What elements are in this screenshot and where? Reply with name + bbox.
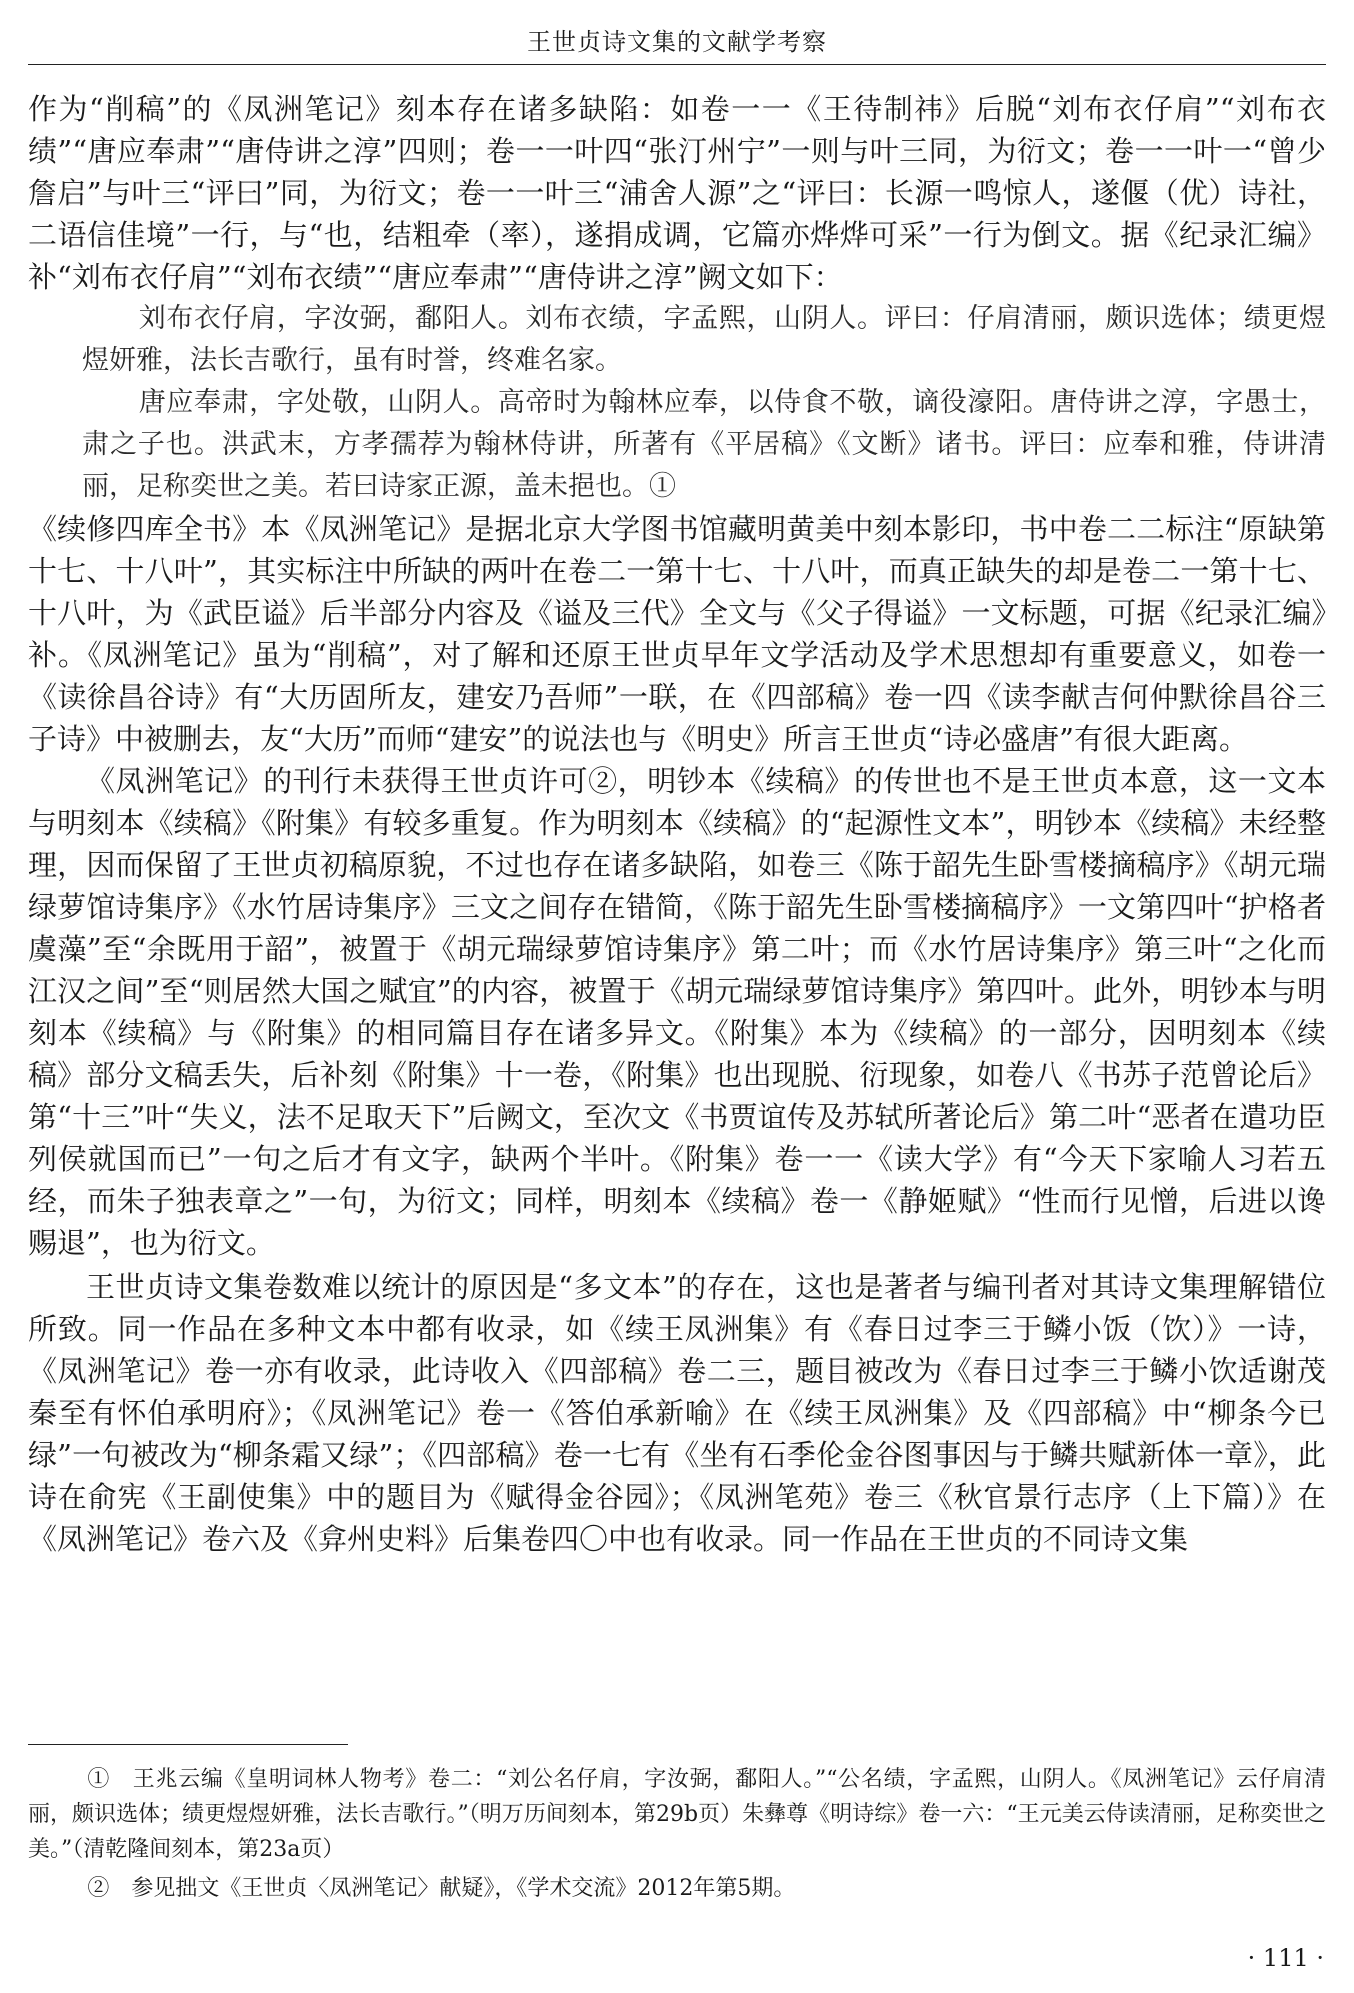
body-paragraph: 王世贞诗文集卷数难以统计的原因是“多文本”的存在，这也是著者与编刊者对其诗文集理解错位所致。同一作品在多种文本中都有收录，如《续王凤洲集》有《春日过李三于鳞小饭（饮）》一诗，《凤洲笔记》卷一亦有收录，此诗收入《四部稿》卷二三，题目被改为《春日过李三于鳞小饮适谢茂秦至有怀伯承明府》；《凤洲笔记》卷一《答伯承新喻》在《续王凤洲集》及《四部稿》中“柳条今已绿”一句被改为“柳条霜又绿”；《四部稿》卷一七有《坐有石季伦金谷图事因与于鳞共赋新体一章》，此诗在俞宪《王副使集》中的题目为《赋得金谷园》；《凤洲笔苑》卷三《秋官景行志序（上下篇）》在《凤洲笔记》卷六及《弇州史料》后集卷四〇中也有收录。同一作品在王世贞的不同诗文集 <box>28 1270 1326 1556</box>
footnote-1: ① 王兆云编《皇明词林人物考》卷二：“刘公名仔肩，字汝弼，鄱阳人。”“公名绩，字孟熙，山阴人。《凤洲笔记》云仔肩清丽，颇识选体；绩更煜煜妍雅，法长吉歌行。”（明万历间刻本，第29b页）朱彝尊《明诗综》卷一六：“王元美云侍读清丽，足称奕世之美。”（清乾隆间刻本，第23a页） <box>28 1767 1326 1862</box>
body-text <box>28 88 1326 1560</box>
body-paragraph: 《续修四库全书》本《凤洲笔记》是据北京大学图书馆藏明黄美中刻本影印，书中卷二二标注“原缺第十七、十八叶”，其实标注中所缺的两叶在卷二一第十七、十八叶，而真正缺失的却是卷二一第十七、十八叶，为《武臣谥》后半部分内容及《谥及三代》全文与《父子得谥》一文标题，可据《纪录汇编》补。《凤洲笔记》虽为“削稿”，对了解和还原王世贞早年文学活动及学术思想却有重要意义，如卷一《读徐昌谷诗》有“大历固所友，建安乃吾师”一联，在《四部稿》卷一四《读李献吉何仲默徐昌谷三子诗》中被删去，友“大历”而师“建安”的说法也与《明史》所言王世贞“诗必盛唐”有很大距离。 <box>28 512 1326 756</box>
body-paragraph: 《凤洲笔记》的刊行未获得王世贞许可②，明钞本《续稿》的传世也不是王世贞本意，这一文本与明刻本《续稿》《附集》有较多重复。作为明刻本《续稿》的“起源性文本”，明钞本《续稿》未经整理，因而保留了王世贞初稿原貌，不过也存在诸多缺陷，如卷三《陈于韶先生卧雪楼摘稿序》《胡元瑞绿萝馆诗集序》《水竹居诗集序》三文之间存在错简，《陈于韶先生卧雪楼摘稿序》一文第四叶“护格者虞藻”至“余既用于韶”，被置于《胡元瑞绿萝馆诗集序》第二叶；而《水竹居诗集序》第三叶“之化而江汉之间”至“则居然大国之赋宜”的内容，被置于《胡元瑞绿萝馆诗集序》第四叶。此外，明钞本与明刻本《续稿》与《附集》的相同篇目存在诸多异文。《附集》本为《续稿》的一部分，因明刻本《续稿》部分文稿丢失，后补刻《附集》十一卷，《附集》也出现脱、衍现象，如卷八《书苏子范曾论后》第“十三”叶“失义，法不足取天下”后阙文，至次文《书贾谊传及苏轼所著论后》第二叶“恶者在遣功臣列侯就国而已”一句之后才有文字，缺两个半叶。《附集》卷一一《读大学》有“今天下家喻人习若五经，而朱子独表章之”一句，为衍文；同样，明刻本《续稿》卷一《静姬赋》“性而行见憎，后进以谗赐退”，也为衍文。 <box>28 764 1326 1260</box>
paper-page <box>28 0 1326 1993</box>
footnote-rule <box>28 1744 348 1745</box>
running-header: 王世贞诗文集的文献学考察 <box>527 28 827 56</box>
page-number: · 111 · <box>1247 1944 1324 1972</box>
footnote-2: ② 参见拙文《王世贞〈凤洲笔记〉献疑》，《学术交流》2012年第5期。 <box>87 1876 796 1901</box>
footnotes <box>28 1762 1326 1906</box>
block-quote: 刘布衣仔肩，字汝弼，鄱阳人。刘布衣绩，字孟熙，山阴人。评曰：仔肩清丽，颇识选体；绩更煜煜妍雅，法长吉歌行，虽有时誉，终难名家。 <box>82 303 1326 376</box>
block-quote: 唐应奉肃，字处敬，山阴人。高帝时为翰林应奉，以侍食不敬，谪役濠阳。唐侍讲之淳，字愚士，肃之子也。洪武末，方孝孺荐为翰林侍讲，所著有《平居稿》《文断》诸书。评曰：应奉和雅，侍讲清丽，足称奕世之美。若曰诗家正源，盖未挹也。① <box>82 387 1326 502</box>
body-paragraph: 作为“削稿”的《凤洲笔记》刻本存在诸多缺陷：如卷一一《王待制祎》后脱“刘布衣仔肩”“刘布衣绩”“唐应奉肃”“唐侍讲之淳”四则；卷一一叶四“张汀州宁”一则与叶三同，为衍文；卷一一叶一“曾少詹启”与叶三“评曰”同，为衍文；卷一一叶三“浦舍人源”之“评曰：长源一鸣惊人，遂偃（优）诗社，二语信佳境”一行，与“也，结粗牵（率），遂捐成调，它篇亦烨烨可采”一行为倒文。据《纪录汇编》补“刘布衣仔肩”“刘布衣绩”“唐应奉肃”“唐侍讲之淳”阙文如下： <box>28 92 1326 294</box>
header-rule <box>28 64 1326 65</box>
